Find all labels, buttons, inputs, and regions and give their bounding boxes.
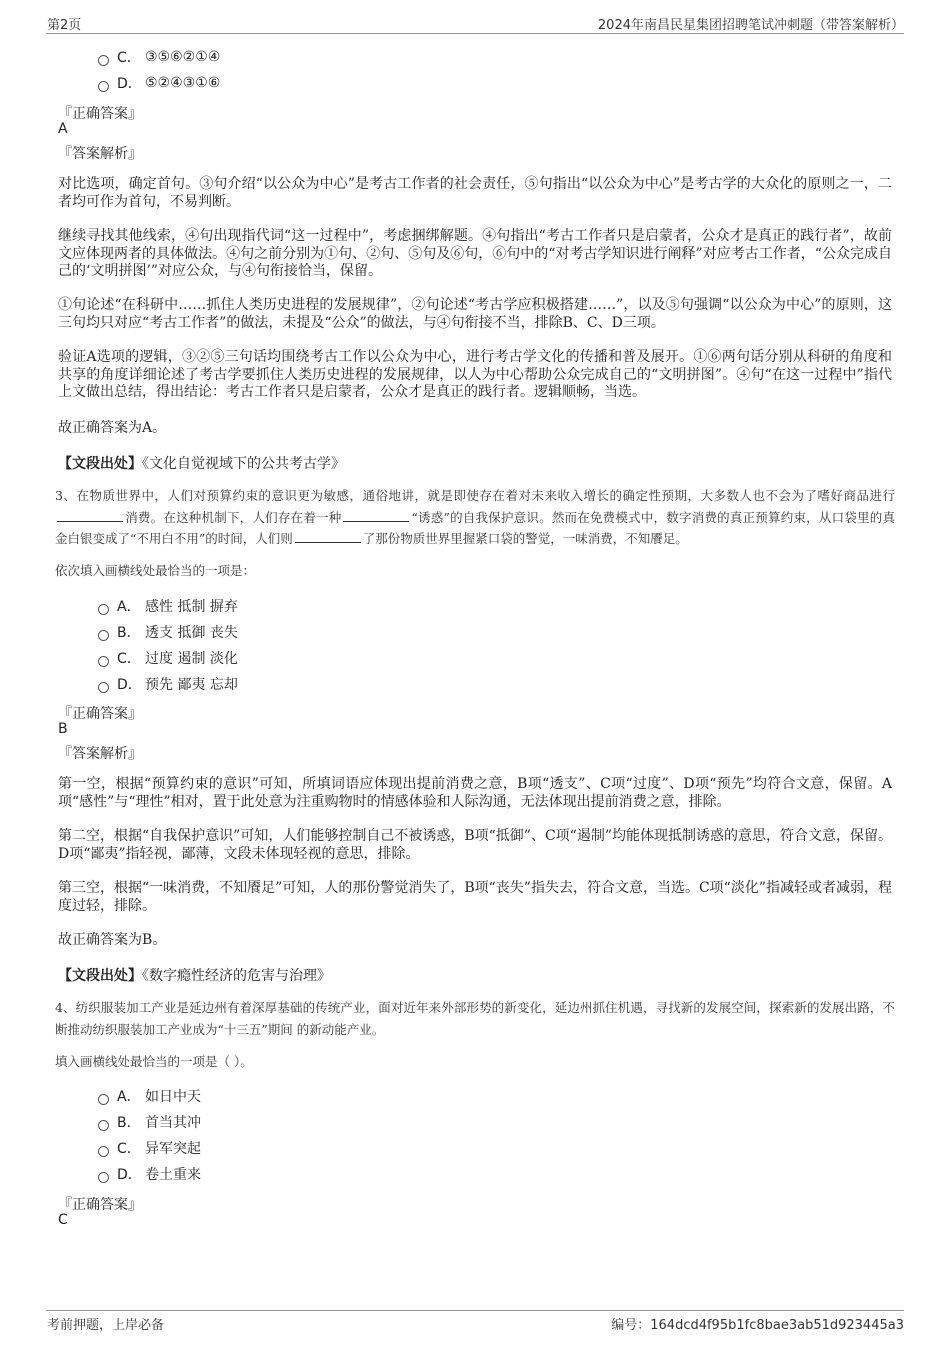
- radio-icon[interactable]: [98, 81, 109, 92]
- q4-option-a[interactable]: [98, 1086, 201, 1106]
- option-letter: D．: [117, 677, 142, 693]
- option-letter: A．: [117, 599, 141, 615]
- q3-option-a[interactable]: [98, 596, 238, 616]
- q4-option-c[interactable]: [98, 1138, 201, 1158]
- option-letter: B．: [117, 1115, 141, 1131]
- q4-stem: 4、纺织服装加工产业是延边州有着深厚基础的传统产业，面对近年来外部形势的新变化，延边州抓住机遇，寻找新的发展空间，探索新的发展出路，不断推动纺织服装加工产业成为“十三五”期间 的新动能产业。: [55, 1000, 895, 1037]
- q3-source: [58, 965, 331, 985]
- option-text: 首当其冲: [145, 1115, 201, 1131]
- radio-icon[interactable]: [98, 656, 109, 667]
- option-text: 异军突起: [145, 1141, 201, 1157]
- radio-icon[interactable]: [98, 630, 109, 641]
- source-title: 《数字瘾性经济的危害与治理》: [142, 968, 331, 984]
- radio-icon[interactable]: [98, 1172, 109, 1183]
- option-text: 透支 抵御 丧失: [145, 625, 238, 641]
- q3-stem: 3、在物质世界中，人们对预算约束的意识更为敏感，通俗地讲，就是即使存在着对未来收入增长的确定性预期，大多数人也不会为了嗜好商品进行消费。在这种机制下，人们存在着一种 “诱惑”的自我保护意识。然而在免费模式中，数字消费的真正预算约束，从口袋里的真金白银变成了“不用白不用”的时间，人们则 了那份物质世界里握紧口袋的警觉，一味消费，不知餍足。: [55, 488, 895, 546]
- source-label: 【文段出处】: [58, 456, 142, 472]
- option-text: 过度 遏制 淡化: [145, 651, 238, 667]
- q3-answer-label: 『正确答案』: [58, 706, 142, 722]
- option-letter: A．: [117, 1089, 141, 1105]
- doc-id-value: 164dcd4f95b1fc8bae3ab51d923445a3: [650, 1318, 904, 1333]
- option-text: 预先 鄙夷 忘却: [145, 677, 238, 693]
- q3-analysis-label: 『答案解析』: [58, 746, 142, 762]
- radio-icon[interactable]: [98, 604, 109, 615]
- q2-source: [58, 453, 345, 473]
- q3-analysis-conclusion: 故正确答案为B。: [58, 932, 167, 948]
- q2-option-d[interactable]: [98, 73, 220, 93]
- q3-option-c[interactable]: [98, 648, 238, 668]
- radio-icon[interactable]: [98, 682, 109, 693]
- q2-analysis-paragraph: 对比选项，确定首句。③句介绍“以公众为中心”是考古工作者的社会责任，⑤句指出“以公众为中心”是考古学的大众化的原则之一，二者均可作为首句，不易判断。: [58, 176, 892, 210]
- option-text: 卷土重来: [145, 1167, 201, 1183]
- q4-option-b[interactable]: [98, 1112, 201, 1132]
- radio-icon[interactable]: [98, 1120, 109, 1131]
- option-text: 感性 抵制 摒弃: [145, 599, 238, 615]
- q4-answer-label: 『正确答案』: [58, 1197, 142, 1213]
- option-letter: D．: [117, 76, 142, 92]
- option-text: ⑤②④③①⑥: [145, 75, 221, 91]
- option-letter: B．: [117, 625, 141, 641]
- q3-analysis-paragraph: 第二空，根据“自我保护意识”可知，人们能够控制自己不被诱惑，B项“抵御”、C项“遏制”均能体现抵制诱惑的意思，符合文意，保留。D项“鄙夷”指轻视，鄙薄，文段未体现轻视的意思，排除。: [58, 828, 892, 862]
- header-divider: [46, 33, 904, 34]
- source-label: 【文段出处】: [58, 968, 142, 984]
- q2-option-c[interactable]: [98, 47, 220, 67]
- q3-option-b[interactable]: [98, 622, 238, 642]
- footer-slogan: 考前押题，上岸必备: [47, 1318, 165, 1333]
- option-letter: C．: [117, 50, 141, 66]
- q3-answer: B: [58, 721, 68, 737]
- option-text: 如日中天: [145, 1089, 201, 1105]
- q4-answer: C: [58, 1212, 68, 1228]
- source-title: 《文化自觉视域下的公共考古学》: [142, 456, 345, 472]
- q2-analysis-label: 『答案解析』: [58, 146, 142, 162]
- radio-icon[interactable]: [98, 55, 109, 66]
- fill-blank: [343, 509, 409, 522]
- q4-option-d[interactable]: [98, 1164, 201, 1184]
- fill-blank: [57, 509, 123, 522]
- doc-id-label: 编号：: [611, 1318, 651, 1333]
- q2-analysis-paragraph: 验证A选项的逻辑，③②⑤三句话均围绕考古工作以公众为中心，进行考古学文化的传播和普及展开。①⑥两句话分别从科研的角度和共享的角度详细论述了考古学要抓住人类历史进程的发展规律，以人为中心帮助公众完成自己的“文明拼图”。④句“在这一过程中”指代上文做出总结，得出结论：考古工作者只是启蒙者，公众才是真正的践行者。逻辑顺畅，当选。: [58, 349, 892, 400]
- q2-answer: A: [58, 121, 68, 137]
- fill-blank: [295, 530, 361, 543]
- option-letter: D．: [117, 1167, 142, 1183]
- q2-analysis-paragraph: 继续寻找其他线索，④句出现指代词“这一过程中”，考虑捆绑解题。④句指出“考古工作者只是启蒙者，公众才是真正的践行者”，故前文应体现两者的具体做法。④句之前分别为①句、②句、⑤句及⑥句，⑥句中的“对考古学知识进行阐释”对应考古工作者，“公众完成自己的‘文明拼图’”对应公众，与④句衔接恰当，保留。: [58, 228, 892, 279]
- q2-analysis-paragraph: ①句论述“在科研中……抓住人类历史进程的发展规律”，②句论述“考古学应积极搭建……”，以及⑤句强调“以公众为中心”的原则，这三句均只对应“考古工作者”的做法，未提及“公众”的做法，与④句衔接不当，排除B、C、D三项。: [58, 297, 892, 331]
- page-number: 第2页: [47, 18, 82, 33]
- q4-prompt: 填入画横线处最恰当的一项是（ ）。: [55, 1054, 253, 1069]
- q2-analysis-conclusion: 故正确答案为A。: [58, 420, 167, 436]
- radio-icon[interactable]: [98, 1146, 109, 1157]
- q3-prompt: 依次填入画横线处最恰当的一项是：: [55, 563, 256, 578]
- option-letter: C．: [117, 1141, 141, 1157]
- option-letter: C．: [117, 651, 141, 667]
- q3-analysis-paragraph: 第三空，根据“一味消费，不知餍足”可知，人的那份警觉消失了，B项“丧失”指失去，符合文意，当选。C项“淡化”指减轻或者减弱，程度过轻，排除。: [58, 880, 892, 914]
- document-title: 2024年南昌民星集团招聘笔试冲刺题（带答案解析）: [597, 18, 904, 33]
- q3-option-d[interactable]: [98, 674, 238, 694]
- q3-analysis-paragraph: 第一空，根据“预算约束的意识”可知，所填词语应体现出提前消费之意，B项“透支”、C项“过度”、D项“预先”均符合文意，保留。A项“感性”与“理性”相对，置于此处意为注重购物时的情感体验和人际沟通，无法体现出提前消费之意，排除。: [58, 776, 892, 810]
- footer-divider: [46, 1310, 904, 1311]
- radio-icon[interactable]: [98, 1094, 109, 1105]
- footer-doc-id: [611, 1314, 904, 1333]
- option-text: ③⑤⑥②①④: [145, 49, 221, 65]
- q2-answer-label: 『正确答案』: [58, 106, 142, 122]
